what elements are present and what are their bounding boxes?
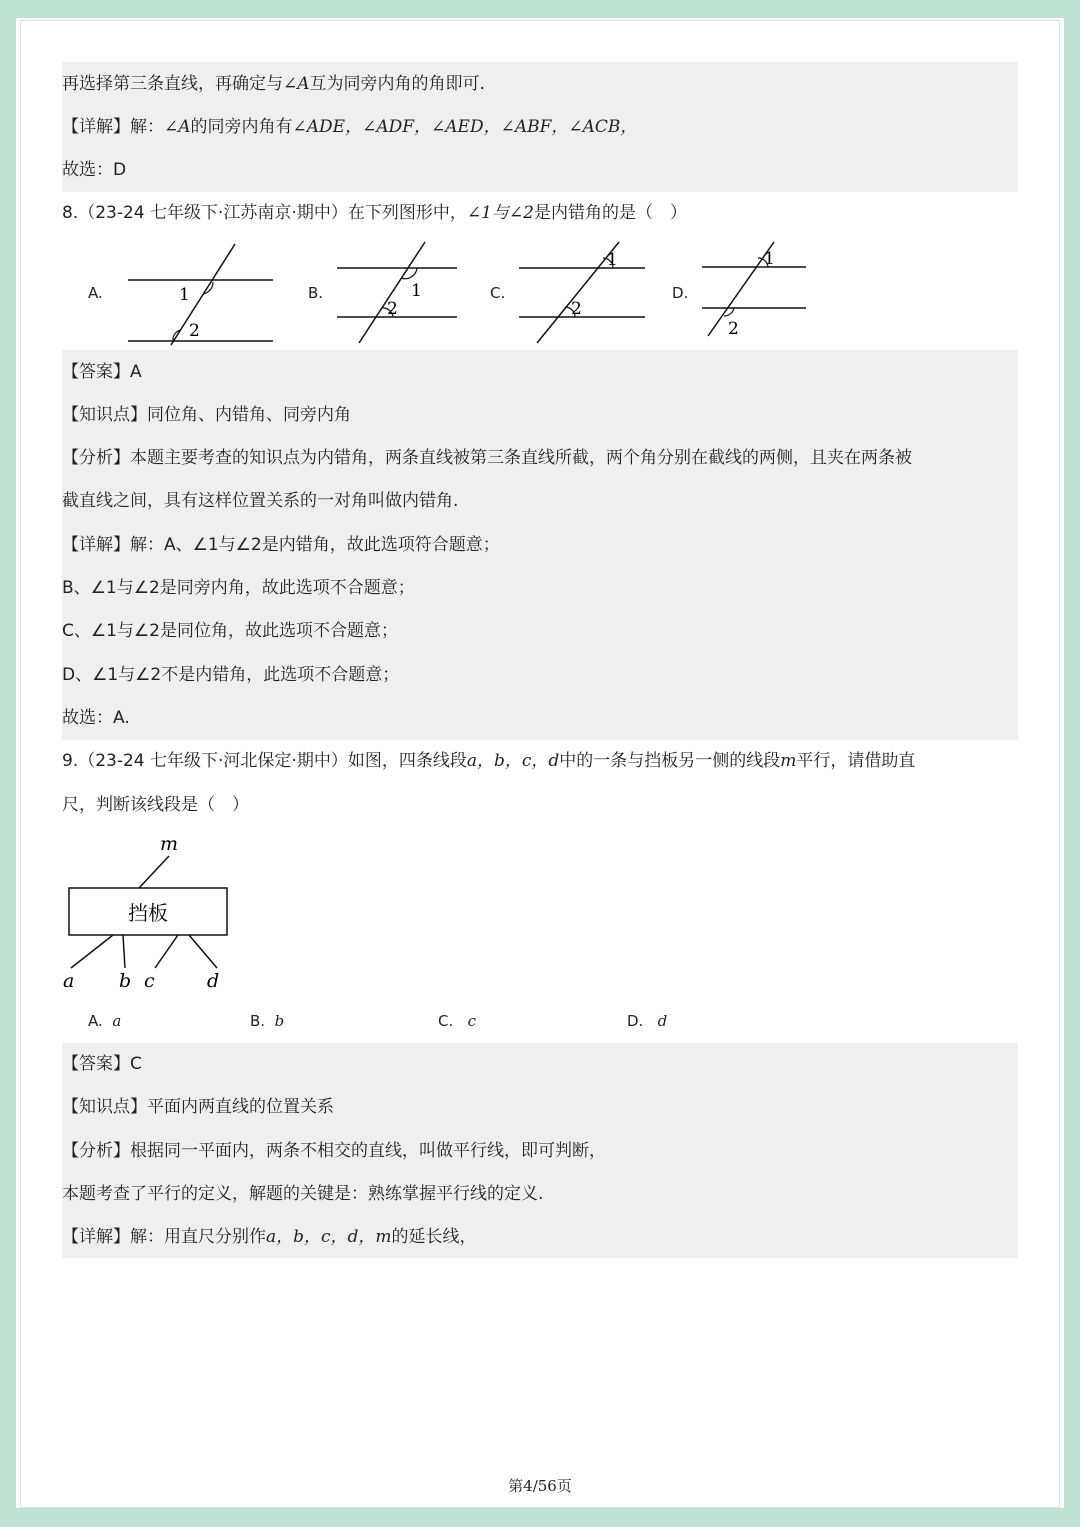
q8-analysis-1: 【分析】本题主要考查的知识点为内错角，两条直线被第三条直线所截，两个角分别在截线的两侧，且夹在两条被 bbox=[62, 448, 912, 468]
q8-c-angle-1: 1 bbox=[607, 250, 618, 270]
q9-fig-b: b bbox=[119, 970, 132, 992]
q8-analysis-2: 截直线之间，具有这样位置关系的一对角叫做内错角. bbox=[62, 491, 459, 511]
q9-figure bbox=[55, 830, 245, 995]
q8-d-angle-2: 2 bbox=[728, 319, 739, 339]
q9-answer: 【答案】C bbox=[62, 1054, 142, 1074]
q8-detail-1: 【详解】解：A、∠1与∠2是内错角，故此选项符合题意； bbox=[62, 535, 500, 555]
q9-knowledge: 【知识点】平面内两直线的位置关系 bbox=[62, 1097, 334, 1117]
q9-stem-2: 尺，判断该线段是（ ） bbox=[62, 795, 249, 815]
prev-hint-line: 再选择第三条直线，再确定与∠A互为同旁内角的角即可. bbox=[62, 74, 485, 94]
q8-knowledge: 【知识点】同位角、内错角、同旁内角 bbox=[62, 405, 351, 425]
q8-figure-c bbox=[517, 240, 647, 344]
q9-option-b[interactable]: B. b bbox=[250, 1012, 285, 1030]
q8-option-d-label[interactable]: D. bbox=[672, 284, 689, 302]
q8-choice: 故选：A. bbox=[62, 708, 130, 728]
q8-figure-b bbox=[335, 240, 460, 344]
q9-fig-d: d bbox=[207, 970, 220, 992]
q9-fig-c: c bbox=[144, 970, 155, 992]
q9-stem-1: 9.（23-24 七年级下·河北保定·期中）如图，四条线段a，b，c，d中的一条与挡板另一侧的线段m平行，请借助直 bbox=[62, 751, 916, 771]
q9-fig-m: m bbox=[160, 833, 179, 855]
q8-answer: 【答案】A bbox=[62, 362, 142, 382]
page-number: 第4/56页 bbox=[508, 1477, 572, 1495]
q9-option-a[interactable]: A. a bbox=[88, 1012, 122, 1030]
q9-fig-a: a bbox=[63, 970, 75, 992]
q8-option-b-label[interactable]: B. bbox=[308, 284, 324, 302]
q9-analysis-2: 本题考查了平行的定义，解题的关键是：熟练掌握平行线的定义. bbox=[62, 1184, 544, 1204]
q8-c-angle-2: 2 bbox=[571, 299, 582, 319]
q9-fig-board: 挡板 bbox=[128, 901, 168, 925]
q8-detail-4: D、∠1与∠2不是内错角，此选项不合题意； bbox=[62, 665, 400, 685]
prev-detail-line: 【详解】解：∠A的同旁内角有∠ADE，∠ADF，∠AED，∠ABF，∠ACB， bbox=[62, 117, 638, 137]
q8-detail-3: C、∠1与∠2是同位角，故此选项不合题意； bbox=[62, 621, 398, 641]
q8-figure-d bbox=[700, 240, 810, 340]
q8-a-angle-2: 2 bbox=[189, 321, 200, 341]
q8-option-c-label[interactable]: C. bbox=[490, 284, 506, 302]
q8-b-angle-2: 2 bbox=[387, 299, 398, 319]
q8-option-a-label[interactable]: A. bbox=[88, 284, 103, 302]
q9-detail: 【详解】解：用直尺分别作a，b，c，d，m的延长线， bbox=[62, 1227, 477, 1247]
q9-option-d[interactable]: D. d bbox=[627, 1012, 668, 1030]
q8-stem: 8.（23-24 七年级下·江苏南京·期中）在下列图形中，∠1与∠2是内错角的是（ ） bbox=[62, 203, 687, 223]
q8-detail-2: B、∠1与∠2是同旁内角，故此选项不合题意； bbox=[62, 578, 415, 598]
q8-d-angle-1: 1 bbox=[764, 249, 775, 269]
q8-a-angle-1: 1 bbox=[179, 285, 190, 305]
q9-option-c[interactable]: C. c bbox=[438, 1012, 476, 1030]
q8-figure-a bbox=[125, 242, 275, 346]
q9-analysis-1: 【分析】根据同一平面内，两条不相交的直线，叫做平行线，即可判断， bbox=[62, 1141, 606, 1161]
prev-choice: 故选：D bbox=[62, 160, 127, 180]
q8-b-angle-1: 1 bbox=[411, 281, 422, 301]
